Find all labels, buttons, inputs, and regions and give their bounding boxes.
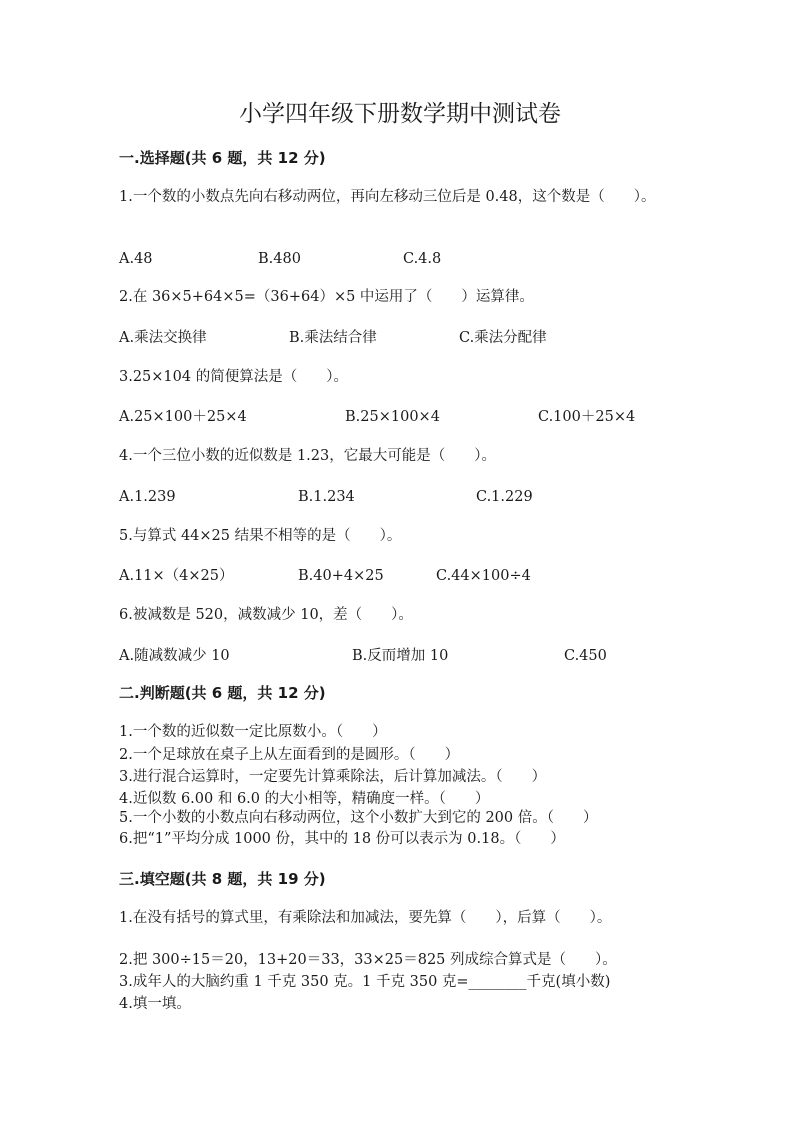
option-b: B.40+4×25 [298,568,384,584]
option-b: B.反而增加 10 [352,648,449,664]
fill-blank-item: 2.把 300÷15＝20，13+20＝33，33×25＝825 列成综合算式是（ ）。 [119,952,617,968]
question-text: 2.在 36×5+64×5=（36+64）×5 中运用了（ ）运算律。 [119,289,534,305]
option-b: B.25×100×4 [345,409,440,425]
section-heading-fill-blank: 三.填空题(共 8 题，共 19 分) [119,870,326,888]
option-a: A.25×100＋25×4 [119,409,247,425]
option-c: C.1.229 [476,489,533,505]
option-a: A.48 [119,251,153,267]
option-a: A.乘法交换律 [119,330,207,346]
question-text: 4.一个三位小数的近似数是 1.23，它最大可能是（ ）。 [119,448,496,464]
question-text: 1.一个数的小数点先向右移动两位，再向左移动三位后是 0.48，这个数是（ ）。 [119,189,656,205]
section-heading-choice: 一.选择题(共 6 题，共 12 分) [119,149,326,167]
question-text: 3.25×104 的简便算法是（ ）。 [119,369,348,385]
option-c: C.450 [564,648,607,664]
option-c: C.100＋25×4 [538,409,636,425]
fill-blank-item: 1.在没有括号的算式里，有乘除法和加减法，要先算（ ），后算（ ）。 [119,910,612,926]
section-heading-judgment: 二.判断题(共 6 题，共 12 分) [119,684,326,702]
option-b: B.乘法结合律 [289,330,377,346]
judgment-item: 3.进行混合运算时，一定要先计算乘除法，后计算加减法。（ ） [119,769,547,785]
fill-blank-item: 4.填一填。 [119,996,191,1012]
option-b: B.480 [258,251,301,267]
option-c: C.44×100÷4 [436,568,531,584]
page-title: 小学四年级下册数学期中测试卷 [239,101,561,127]
option-a: A.11×（4×25） [119,568,234,584]
option-c: C.乘法分配律 [459,330,547,346]
option-b: B.1.234 [298,489,355,505]
option-c: C.4.8 [403,251,442,267]
fill-blank-item: 3.成年人的大脑约重 1 千克 350 克。1 千克 350 克=________千克(填小数) [119,974,611,990]
option-a: A.1.239 [119,489,176,505]
judgment-item: 6.把“1”平均分成 1000 份，其中的 18 份可以表示为 0.18。（ ） [119,831,565,847]
judgment-item: 2.一个足球放在桌子上从左面看到的是圆形。（ ） [119,747,460,763]
option-a: A.随减数减少 10 [119,648,230,664]
judgment-item: 4.近似数 6.00 和 6.0 的大小相等，精确度一样。（ ） [119,791,490,807]
question-text: 5.与算式 44×25 结果不相等的是（ ）。 [119,528,402,544]
judgment-item: 5.一个小数的小数点向右移动两位，这个小数扩大到它的 200 倍。（ ） [119,810,598,826]
question-text: 6.被减数是 520，减数减少 10，差（ ）。 [119,607,413,623]
judgment-item: 1.一个数的近似数一定比原数小。（ ） [119,724,387,740]
